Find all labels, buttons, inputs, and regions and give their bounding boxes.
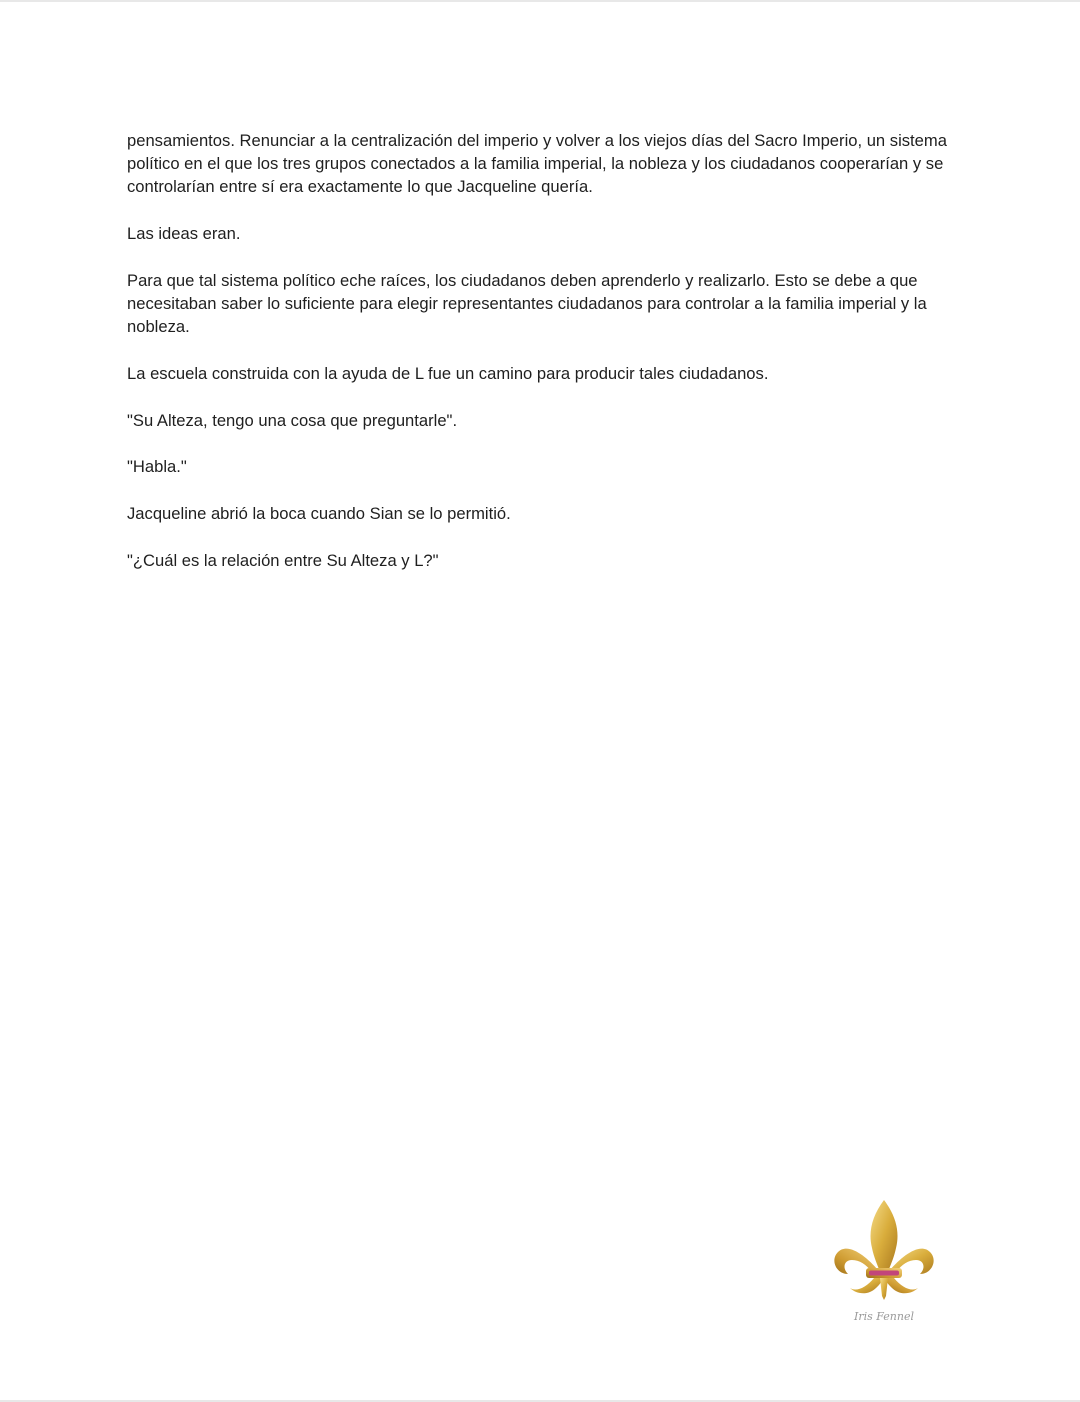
watermark-logo — [826, 1196, 942, 1328]
paragraph: "Su Alteza, tengo una cosa que preguntarle". — [127, 410, 458, 430]
paragraph: Jacqueline abrió la boca cuando Sian se lo permitió. — [127, 504, 511, 524]
paragraph: Para que tal sistema político eche raíces, los ciudadanos deben aprenderlo y realizarlo. Esto se debe a que necesitaban saber lo suficiente para elegir representantes ciudadanos para controlar a la familia imperial y la nobleza. — [127, 270, 927, 337]
paragraph: pensamientos. Renunciar a la centralización del imperio y volver a los viejos días del Sacro Imperio, un sistema político en el que los tres grupos conectados a la familia imperial, la nobleza y los ciudadanos cooperarían y se controlarían entre sí era exactamente lo que Jacqueline quería. — [127, 131, 947, 197]
fleur-de-lis-icon — [826, 1196, 942, 1328]
paragraph: La escuela construida con la ayuda de L fue un camino para producir tales ciudadanos. — [127, 363, 769, 383]
page-top-edge — [0, 0, 1080, 2]
document-body — [127, 129, 947, 595]
paragraph: "Habla." — [127, 457, 187, 477]
paragraph: Las ideas eran. — [127, 224, 241, 244]
logo-signature: Iris Fennel — [853, 1310, 915, 1323]
paragraph: "¿Cuál es la relación entre Su Alteza y L?" — [127, 550, 439, 570]
